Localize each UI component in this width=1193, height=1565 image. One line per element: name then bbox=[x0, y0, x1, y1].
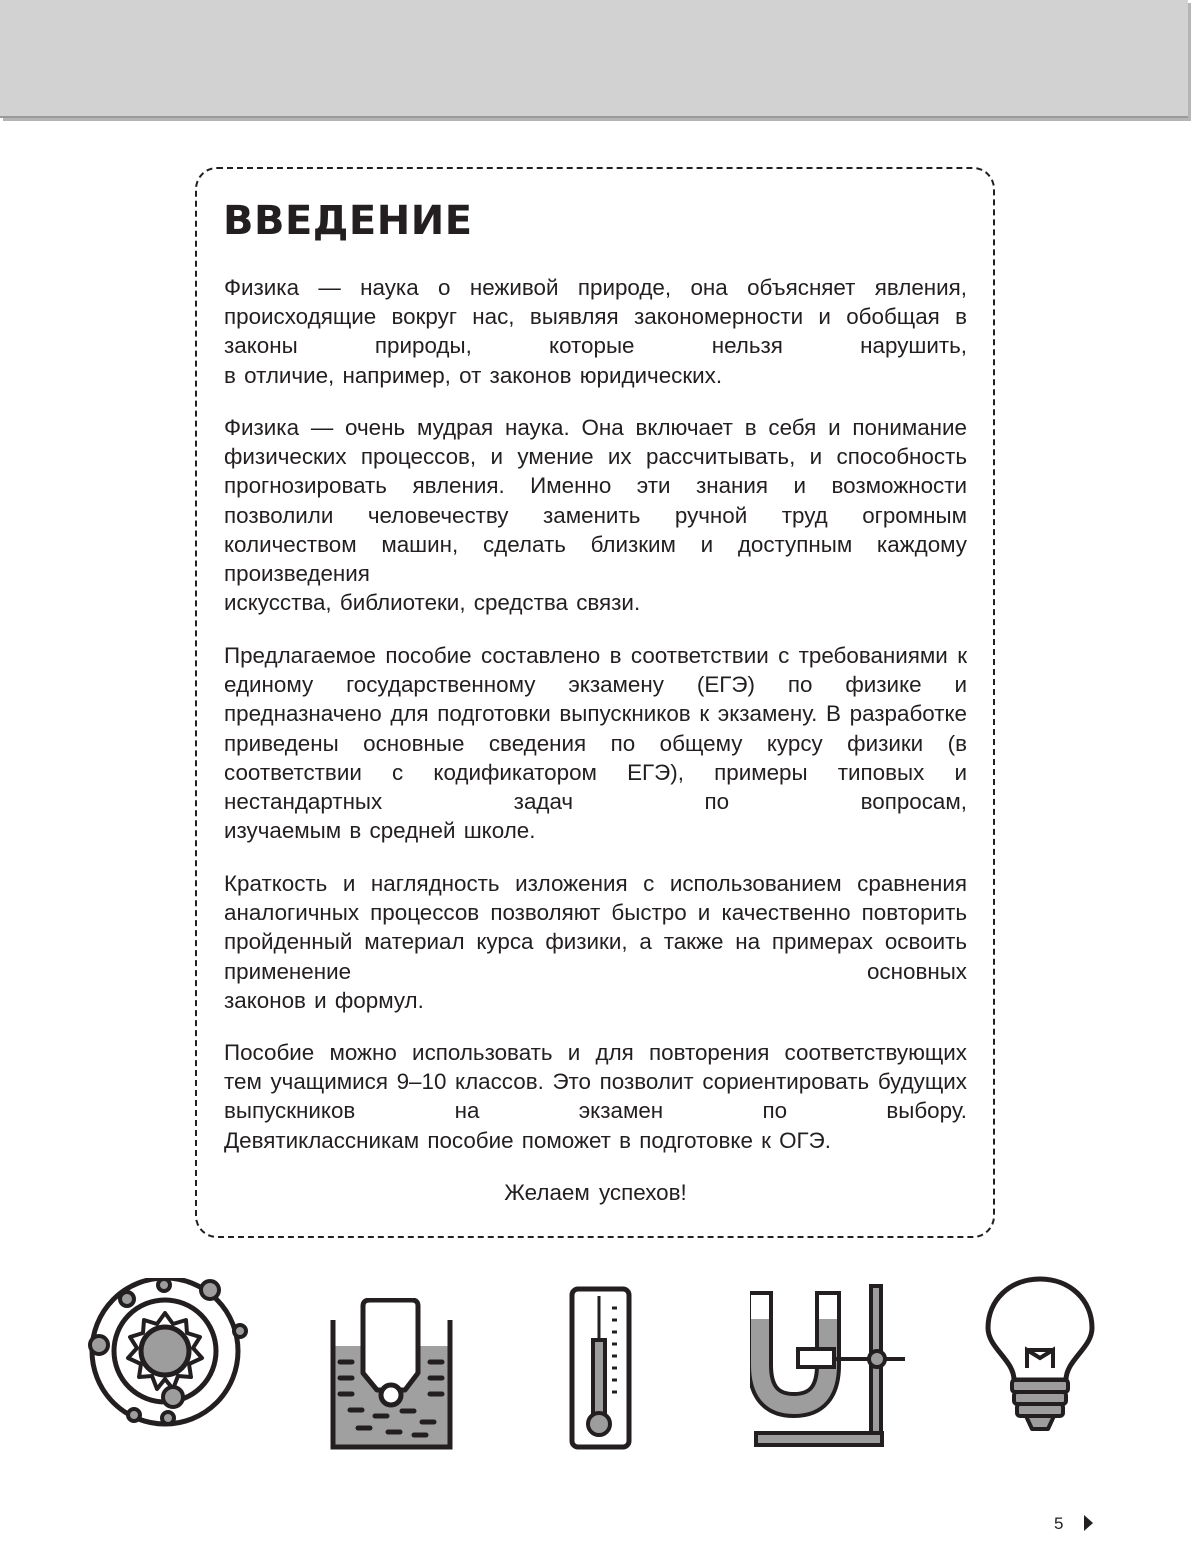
next-page-arrow-icon[interactable] bbox=[1084, 1515, 1093, 1531]
header-band bbox=[0, 0, 1188, 118]
paragraph-last-line: искусства, библиотеки, средства связи. bbox=[224, 590, 641, 616]
paragraph-4 bbox=[224, 869, 967, 1015]
paragraph-last-line: законов и формул. bbox=[224, 987, 424, 1013]
paragraph-body: Краткость и наглядность изложения с использованием сравнения аналогичных процессов позволяют быстро и качественно повторить пройденный материал курса физики, а также на примерах освоить применение основных bbox=[224, 871, 967, 984]
light-bulb-icon bbox=[984, 1276, 1096, 1434]
paragraph-1 bbox=[224, 273, 967, 390]
paragraph-body: Предлагаемое пособие составлено в соответствии с требованиями к единому государственному экзамену (ЕГЭ) по физике и предназначено для подготовки выпускников к экзамену. В разработке приведены основные сведения по общему курсу физики (в соответствии с кодификатором ЕГЭ), примеры типовых и нестандартных задач по вопросам, bbox=[224, 643, 967, 815]
paragraph-2 bbox=[224, 413, 967, 617]
paragraph-last-line: в отличие, например, от законов юридических. bbox=[224, 362, 723, 388]
atom-icon bbox=[85, 1278, 255, 1428]
u-tube-stand-icon bbox=[750, 1283, 910, 1448]
paragraph-5 bbox=[224, 1038, 967, 1155]
thermometer-icon bbox=[569, 1286, 632, 1450]
paragraph-last-line: изучаемым в средней школе. bbox=[224, 818, 536, 844]
page-title: ВВЕДЕНИЕ bbox=[223, 198, 473, 244]
paragraph-body: Пособие можно использовать и для повторения соответствующих тем учащимися 9–10 классов. Это позволит сориентировать будущих выпускников на экзамен по выбору. bbox=[224, 1040, 967, 1124]
paragraph-last-line: Девятиклассникам пособие поможет в подготовке к ОГЭ. bbox=[224, 1127, 831, 1153]
closing-wish: Желаем успехов! bbox=[504, 1180, 687, 1205]
paragraph-3 bbox=[224, 641, 967, 845]
page-number: 5 bbox=[1054, 1514, 1064, 1533]
paragraph-body: Физика — очень мудрая наука. Она включает в себя и понимание физических процессов, и умение их рассчитывать, и способность прогнозировать явления. Именно эти знания и возможности позволили человечеству заменить ручной труд огромным количеством машин, сделать близким и доступным каждому произведения bbox=[224, 415, 967, 587]
paragraph-body: Физика — наука о неживой природе, она объясняет явления, происходящие вокруг нас, выявляя закономерности и обобщая в законы природы, которые нельзя нарушить, bbox=[224, 275, 967, 359]
beaker-flask-icon bbox=[330, 1298, 455, 1450]
